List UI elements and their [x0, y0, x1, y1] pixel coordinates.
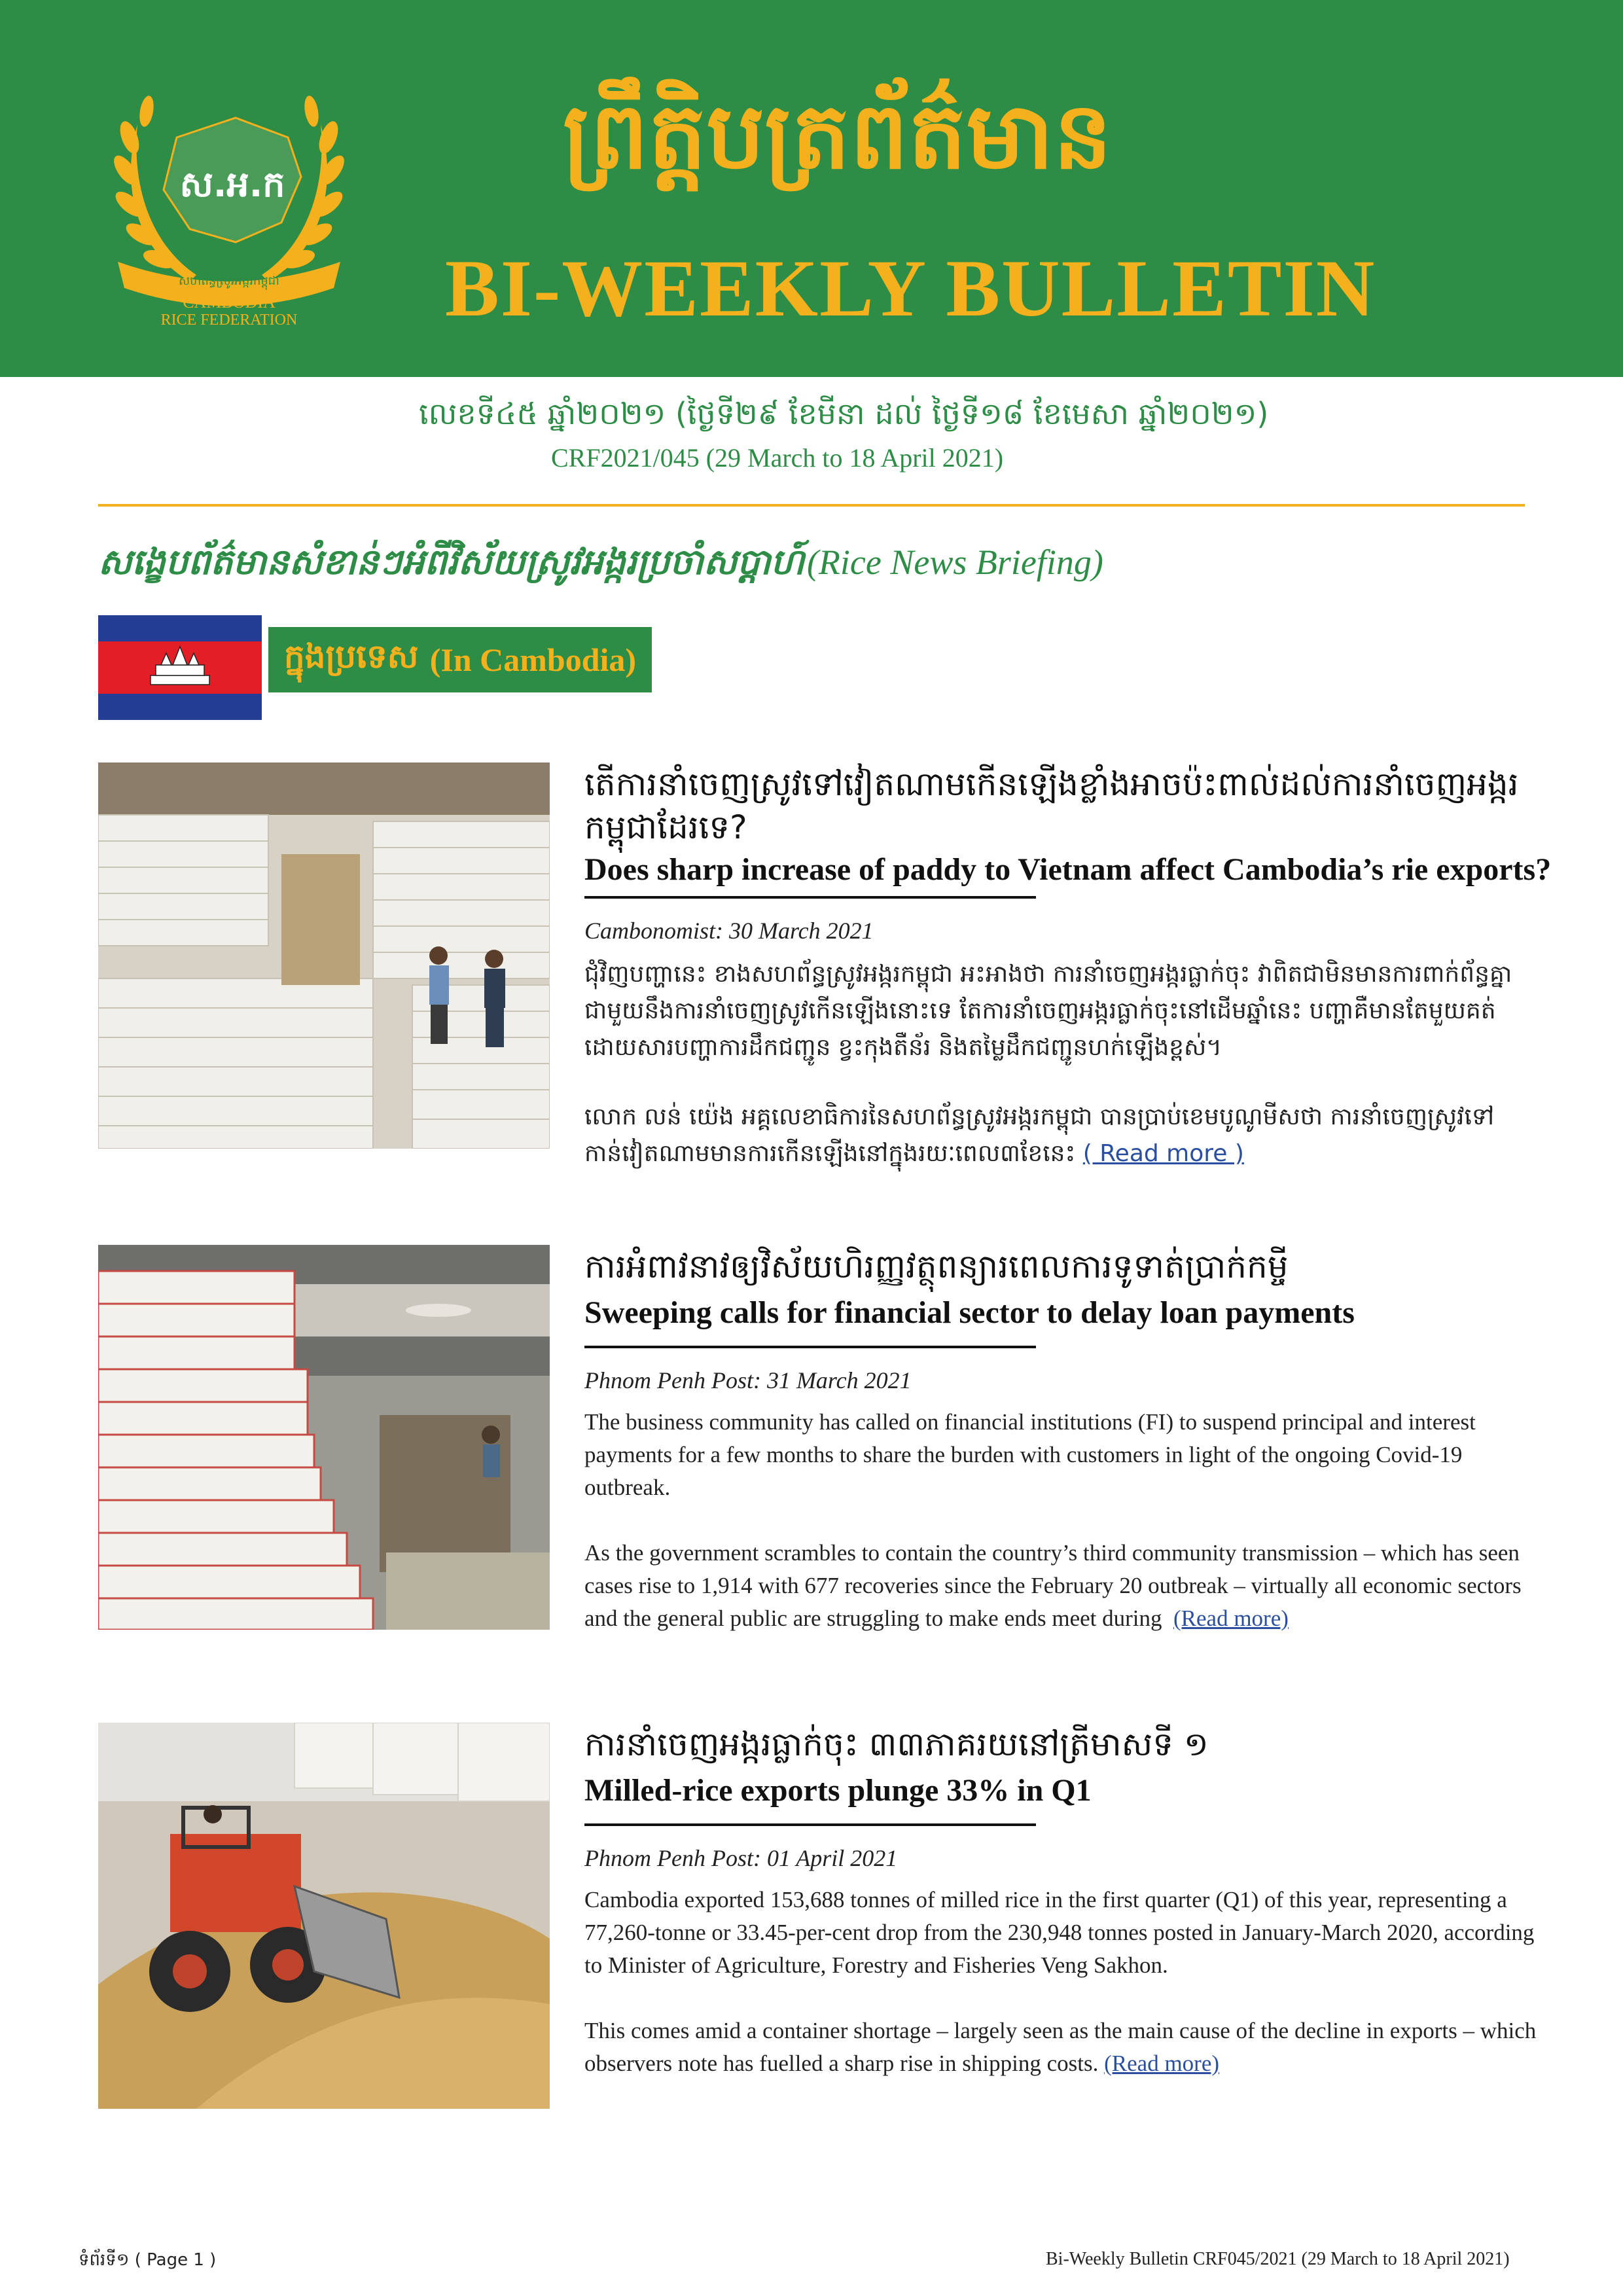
- svg-text:សហព័ន្ធស្រូវអង្ករកម្ពុជា: សហព័ន្ធស្រូវអង្ករកម្ពុជា: [179, 274, 279, 288]
- article-source: Cambonomist: 30 March 2021: [584, 918, 874, 944]
- bulletin-title: BI-WEEKLY BULLETIN: [445, 243, 1376, 333]
- section-heading-english: (Rice News Briefing): [806, 543, 1103, 582]
- cambodia-rice-federation-logo: [92, 65, 366, 327]
- headline: Sweeping calls for financial sector to delay loan payments: [584, 1295, 1355, 1330]
- issue-number: CRF2021/045 (29 March to 18 April 2021): [551, 443, 1004, 473]
- article-paragraph-text: As the government scrambles to contain the country’s third community transmission – which has seen cases rise to 1,914 with 677 recoveries since the February 20 outbreak – virtually all economic sectors and the general public are struggling to make ends meet during: [584, 1540, 1522, 1631]
- article-paragraph: The business community has called on financial institutions (FI) to suspend principal and interest payments for a few months to share the burden with customers in light of the ongoing Covid-19 outbreak.: [584, 1409, 1476, 1500]
- cambodia-flag-icon: [98, 615, 262, 720]
- footer-issue: Bi-Weekly Bulletin CRF045/2021 (29 March to 18 April 2021): [1046, 2249, 1510, 2269]
- article-paragraph: [584, 1537, 1553, 1635]
- page-number-khmer: ទំព័រទី១: [79, 2250, 130, 2270]
- article: [98, 1723, 1564, 2115]
- headline-khmer: តើការនាំចេញស្រូវទៅវៀតណាមកើនឡើងខ្លាំងអាចប៉ះពាល់ដល់ការនាំចេញអង្ករកម្ពុជាដែរទេ?: [584, 765, 1519, 846]
- svg-text:CAMBODIA: CAMBODIA: [183, 293, 276, 312]
- divider: [98, 504, 1525, 507]
- headline: Milled-rice exports plunge 33% in Q1: [584, 1773, 1092, 1808]
- article-source: Phnom Penh Post: 01 April 2021: [584, 1845, 898, 1871]
- article-paragraph-text: This comes amid a container shortage – largely seen as the main cause of the decline in exports – which observers note has fuelled a sharp rise in shipping costs.: [584, 2018, 1537, 2076]
- article: [98, 762, 1564, 1168]
- header-banner: [0, 0, 1623, 377]
- issue-number-khmer: លេខទី៤៥ ឆ្នាំ២០២១ (ថ្ងៃទី២៩ ខែមីនា ដល់ ថ្ងៃទី១៨ ខែមេសា ឆ្នាំ២០២១): [419, 396, 1269, 431]
- rice-sacks-market-photo: [98, 1245, 550, 1630]
- page-number-english: ( Page 1 ): [134, 2250, 217, 2270]
- bulletin-title-khmer: ព្រឹត្តិបត្រព័ត៌មាន: [563, 83, 1112, 190]
- country-label: (In Cambodia): [429, 641, 637, 678]
- article-paragraph: [584, 2015, 1553, 2080]
- article: [98, 1245, 1564, 1638]
- headline-underline: [584, 896, 1036, 899]
- headline-underline: [584, 1346, 1036, 1348]
- article-source: Phnom Penh Post: 31 March 2021: [584, 1367, 912, 1393]
- headline: Does sharp increase of paddy to Vietnam affect Cambodia’s rie exports?: [584, 852, 1552, 887]
- section-heading: [98, 540, 1103, 592]
- svg-text:RICE FEDERATION: RICE FEDERATION: [160, 312, 298, 327]
- headline-underline: [584, 1823, 1036, 1826]
- country-label-khmer: ក្នុងប្រទេស: [284, 637, 419, 675]
- article-paragraph: ជុំវិញបញ្ហានេះ ខាងសហព័ន្ធស្រូវអង្ករកម្ពុជា អះអាងថា ការនាំចេញអង្ករធ្លាក់ចុះ វាពិតជាមិនមានការពាក់ព័ន្ធគ្នា ជាមួយនឹងការនាំចេញស្រូវកើនឡើងនោះទេ តែការនាំចេញអង្ករធ្លាក់ចុះនៅដើមឆ្នាំនេះ បញ្ហាគឺមានតែមួយគត់ ដោយសារបញ្ហាការដឹកជញ្ជូន ខ្វះកុងតឺន័រ និងតម្លៃដឹកជញ្ជូនហក់ឡើងខ្ពស់។: [584, 961, 1512, 1061]
- section-heading-khmer: សង្ខេបព័ត៌មានសំខាន់ៗអំពីវិស័យស្រូវអង្ករប្រចាំសប្ដាហ៍: [98, 541, 804, 583]
- rice-loader-photo: [98, 1723, 550, 2109]
- article-paragraph: [584, 1099, 1553, 1172]
- rice-warehouse-photo: [98, 762, 550, 1149]
- page-number: [79, 2249, 216, 2274]
- svg-text:ស.អ.ក: ស.អ.ក: [179, 164, 285, 205]
- headline-khmer: ការអំពាវនាវឲ្យវិស័យហិរញ្ញវត្ថុពន្យារពេលការទូទាត់ប្រាក់កម្ចី: [584, 1247, 1289, 1285]
- read-more-link[interactable]: ( Read more ): [1082, 1140, 1244, 1167]
- headline-khmer: ការនាំចេញអង្ករធ្លាក់ចុះ ៣៣ភាគរយនៅត្រីមាសទី ១: [584, 1725, 1209, 1763]
- article-paragraph: Cambodia exported 153,688 tonnes of milled rice in the first quarter (Q1) of this year, representing a 77,260-tonne or 33.45-per-cent drop from the 230,948 tonnes posted in January-March 2020, according to Minister of Agriculture, Forestry and Fisheries Veng Sakhon.: [584, 1887, 1535, 1978]
- article-paragraph-text: លោក លន់ យ៉េង អគ្គលេខាធិការនៃសហព័ន្ធស្រូវអង្ករកម្ពុជា បានប្រាប់ខេមបូណូមីសថា ការនាំចេញស្រូវទៅកាន់វៀតណាមមានការកើនឡើងនៅក្នុងរយៈពេល៣ខែនេះ: [584, 1103, 1495, 1167]
- country-tab: [268, 627, 652, 692]
- read-more-link[interactable]: (Read more): [1104, 2051, 1220, 2076]
- read-more-link[interactable]: (Read more): [1173, 1605, 1289, 1631]
